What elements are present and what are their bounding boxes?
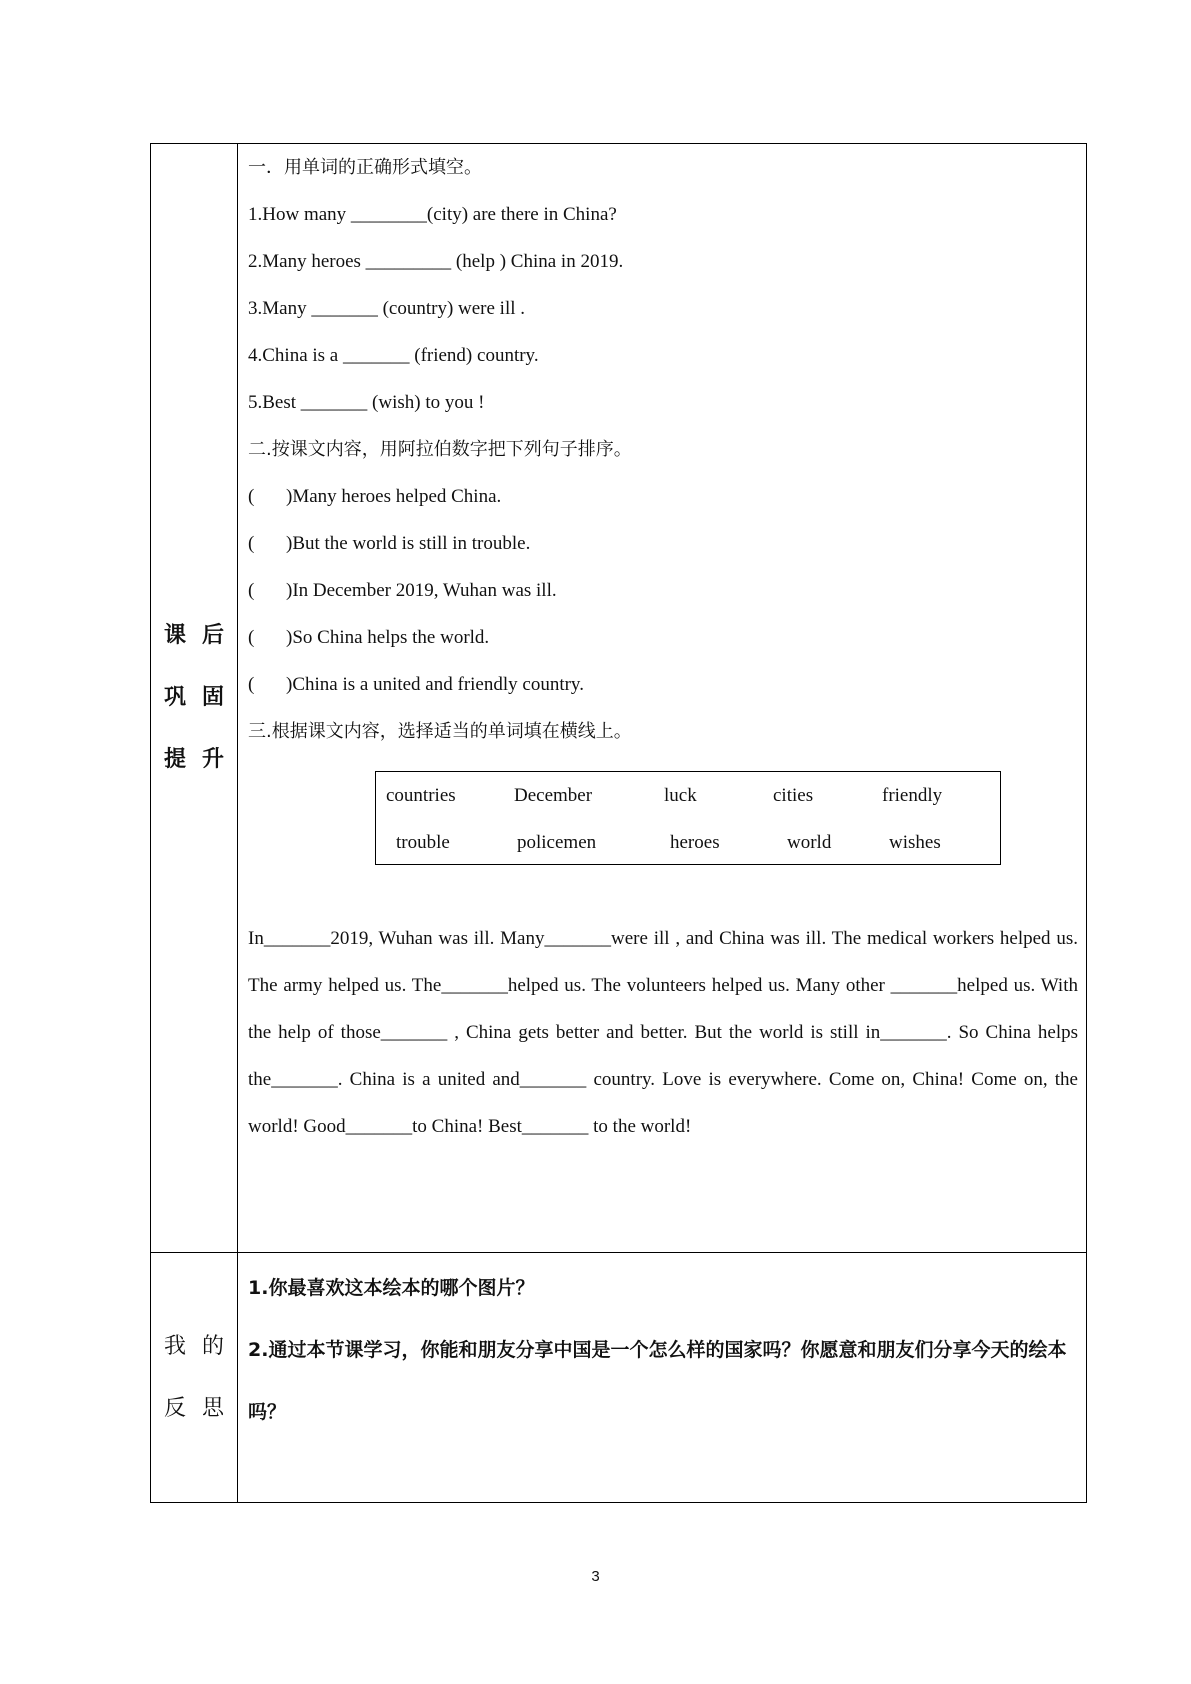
consolidation-content: [238, 144, 1086, 1252]
part1-item: 4.China is a _______ (friend) country.: [248, 345, 539, 366]
word-bank-item: luck: [664, 785, 697, 806]
part3-title: 三.根据课文内容，选择适当的单词填在横线上。: [248, 721, 632, 742]
word-bank-item: December: [514, 785, 593, 806]
part1-item: 1.How many ________(city) are there in China?: [248, 204, 617, 225]
word-bank-item: wishes: [889, 832, 941, 853]
part2-title: 二.按课文内容，用阿拉伯数字把下列句子排序。: [248, 439, 632, 460]
cloze-passage: In_______2019, Wuhan was ill. Many_______were ill , and China was ill. The medical workers helped us. The army helped us. The_______helped us. The volunteers helped us. Many other _______helped us. With the help of those_______ , China gets better and better. But the world is still in_______. So China helps the_______. China is a united and_______ country. Love is everywhere. Come on, China! Come on, the world! Good_______to China! Best_______ to the world!: [248, 928, 1078, 1137]
part1-title: 一．用单词的正确形式填空。: [248, 157, 482, 178]
word-bank-item: heroes: [670, 832, 720, 853]
word-bank: [375, 771, 1001, 865]
part1-item: 3.Many _______ (country) were ill .: [248, 298, 526, 319]
worksheet-table: [150, 143, 1087, 1503]
part1-item: 2.Many heroes _________ (help ) China in 2019.: [248, 251, 624, 272]
reflection-question: 2.通过本节课学习，你能和朋友分享中国是一个怎么样的国家吗？你愿意和朋友们分享今天的绘本吗？: [248, 1339, 1067, 1423]
consolidation-label: 课 后 巩 固 提 升: [151, 144, 238, 1252]
order-item: ( )So China helps the world.: [248, 627, 490, 648]
order-item: ( )Many heroes helped China.: [248, 486, 502, 507]
word-bank-item: friendly: [882, 785, 943, 806]
reflection-row: [151, 1253, 1086, 1502]
word-bank-item: cities: [773, 785, 814, 806]
reflection-content: [238, 1253, 1086, 1502]
word-bank-item: policemen: [517, 832, 597, 853]
part1-item: 5.Best _______ (wish) to you !: [248, 392, 485, 413]
reflection-label: 我 的 反 思: [151, 1253, 238, 1502]
order-item: ( )But the world is still in trouble.: [248, 533, 531, 554]
consolidation-row: [151, 144, 1086, 1253]
word-bank-item: countries: [386, 785, 456, 806]
reflection-question: 1.你最喜欢这本绘本的哪个图片？: [248, 1277, 535, 1299]
word-bank-item: world: [787, 832, 832, 853]
order-item: ( )In December 2019, Wuhan was ill.: [248, 580, 557, 601]
page-number: 3: [591, 1568, 600, 1585]
order-item: ( )China is a united and friendly country.: [248, 674, 584, 695]
word-bank-item: trouble: [396, 832, 450, 853]
